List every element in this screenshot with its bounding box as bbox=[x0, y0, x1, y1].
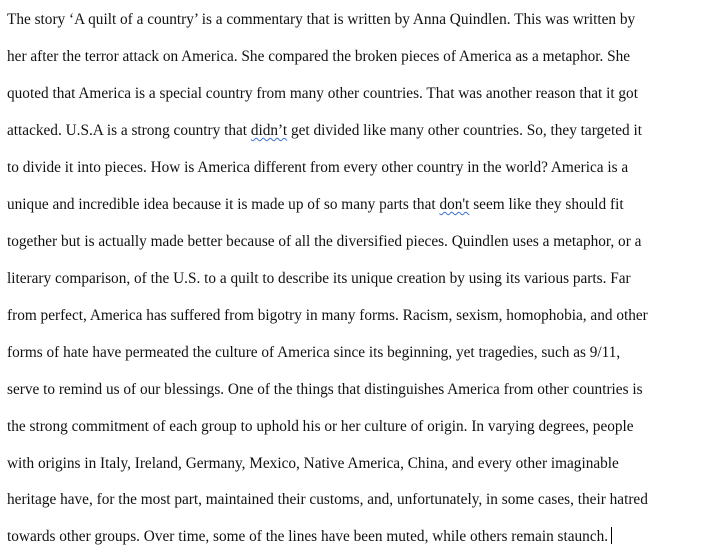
text-segment: attacked. U.S.A is a strong country that bbox=[7, 122, 251, 139]
text-line-13: with origins in Italy, Ireland, Germany, Mexico, Native America, China, and every other imaginable bbox=[7, 455, 619, 472]
text-line-5: to divide it into pieces. How is America different from every other country in the world? America is a bbox=[7, 159, 629, 176]
text-line-15 bbox=[7, 527, 612, 547]
text-line-11: serve to remind us of our blessings. One of the things that distinguishes America from other countries is bbox=[7, 381, 643, 398]
text-line-12: the strong commitment of each group to uphold his or her culture of origin. In varying degrees, people bbox=[7, 418, 634, 435]
text-segment: seem like they should fit bbox=[469, 196, 624, 213]
text-line-8: literary comparison, of the U.S. to a quilt to describe its unique creation by using its various parts. Far bbox=[7, 270, 631, 287]
text-segment: get divided like many other countries. So, they targeted it bbox=[287, 122, 642, 139]
text-line-3: quoted that America is a special country from many other countries. That was another reason that it got bbox=[7, 85, 638, 102]
text-line-10: forms of hate have permeated the culture of America since its beginning, yet tragedies, such as 9/11, bbox=[7, 344, 621, 361]
text-line-7: together but is actually made better because of all the diversified pieces. Quindlen uses a metaphor, or a bbox=[7, 233, 642, 250]
text-line-9: from perfect, America has suffered from bigotry in many forms. Racism, sexism, homophobia, and other bbox=[7, 307, 648, 324]
spelling-flagged-word[interactable]: didn’t bbox=[250, 122, 288, 139]
text-line-1: The story ‘A quilt of a country’ is a commentary that is written by Anna Quindlen. This was written by bbox=[7, 11, 636, 28]
text-segment: towards other groups. Over time, some of the lines have been muted, while others remain staunch. bbox=[7, 528, 609, 545]
text-line-4 bbox=[7, 121, 642, 141]
text-segment: unique and incredible idea because it is made up of so many parts that bbox=[7, 196, 440, 213]
spelling-flagged-word[interactable]: don't bbox=[439, 196, 470, 213]
text-cursor bbox=[611, 527, 612, 544]
text-line-14: heritage have, for the most part, maintained their customs, and, unfortunately, in some cases, their hatred bbox=[7, 491, 648, 508]
text-line-2: her after the terror attack on America. She compared the broken pieces of America as a metaphor. She bbox=[7, 48, 631, 65]
text-line-6 bbox=[7, 195, 624, 215]
